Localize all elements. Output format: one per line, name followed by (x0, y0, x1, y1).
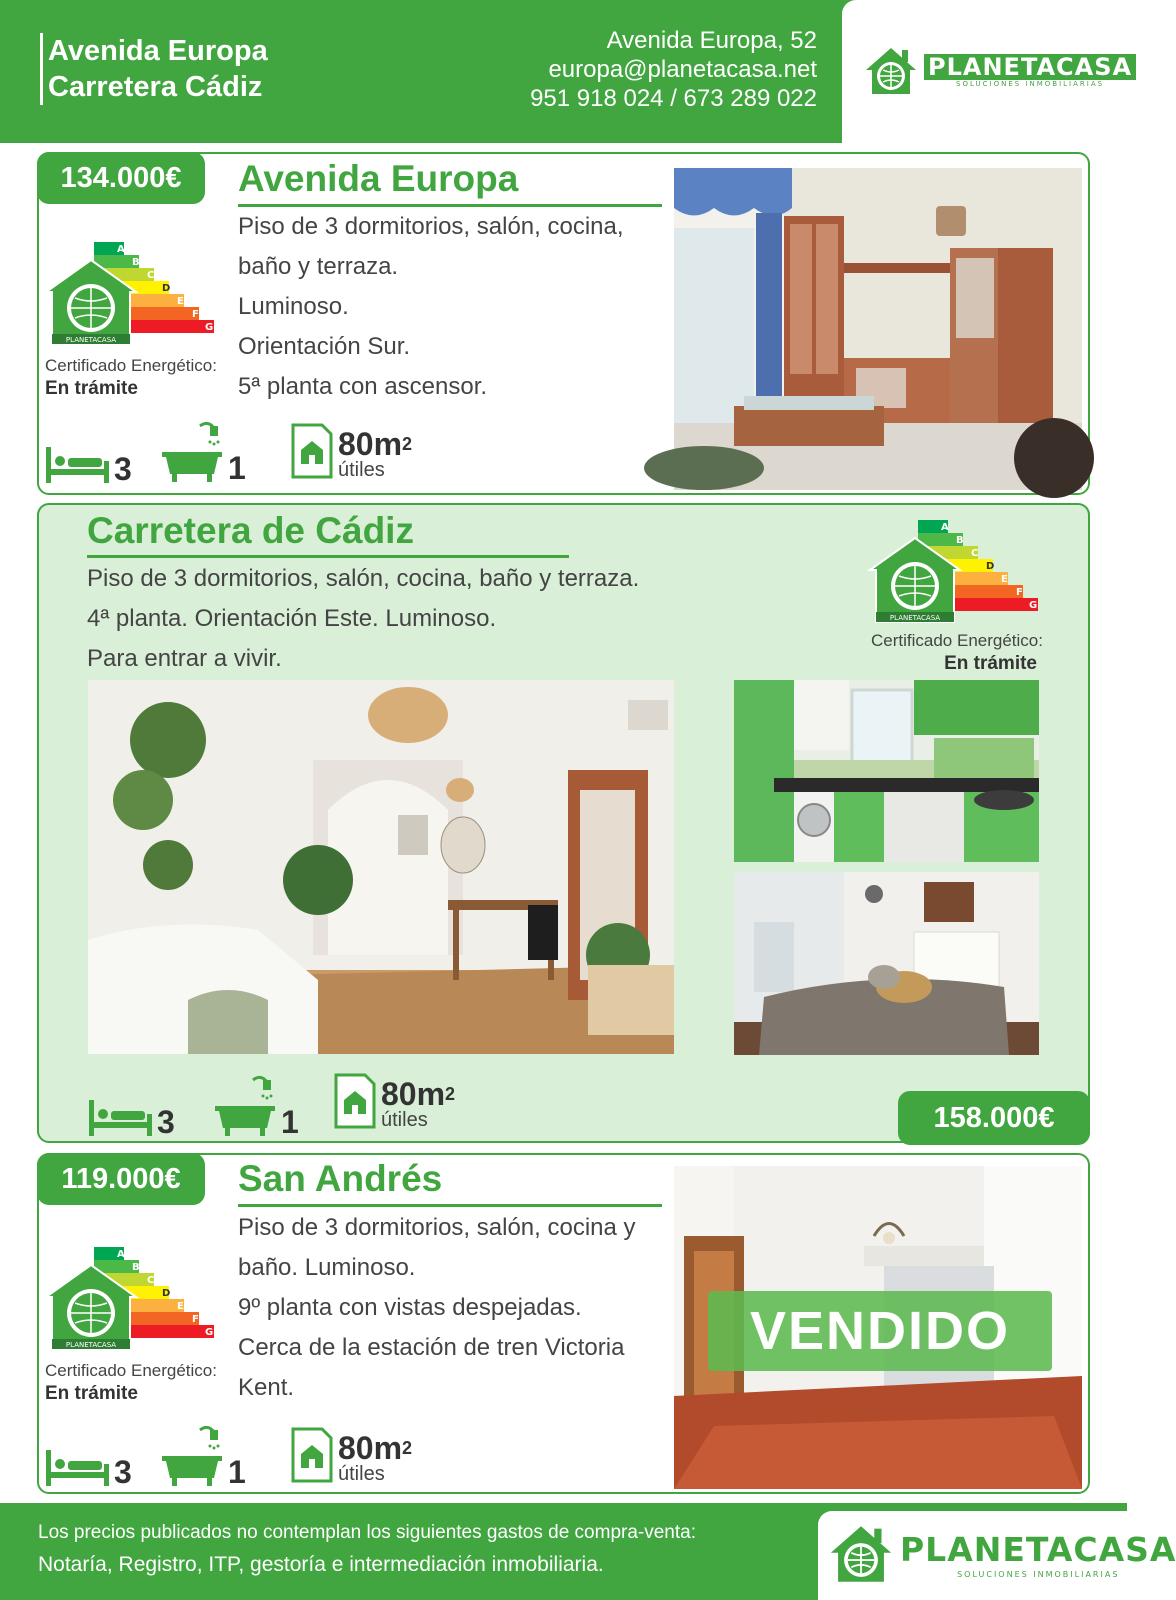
listing-title: Carretera de Cádiz (87, 510, 414, 551)
zone-2: Carretera Cádiz (48, 71, 263, 103)
bathrooms-feature (213, 1072, 299, 1138)
bathtub-icon (213, 1072, 277, 1138)
bathrooms-count: 1 (228, 450, 246, 486)
energy-letter: B (132, 257, 140, 268)
bathrooms-feature (160, 418, 246, 484)
energy-letter: C (971, 548, 979, 559)
area-exponent: 2 (445, 1084, 456, 1104)
footer-logo-box (818, 1511, 1176, 1600)
description-line: Piso de 3 dormitorios, salón, cocina, (238, 213, 624, 240)
header-zones (40, 33, 268, 105)
bed-icon (87, 1096, 153, 1138)
title-underline (87, 555, 569, 558)
energy-letter: C (147, 1275, 155, 1286)
energy-letter: E (177, 296, 184, 307)
living-room-photo (674, 168, 1082, 490)
cert-label: Certificado Energético: (45, 1361, 217, 1380)
bed-icon (44, 1446, 110, 1488)
cert-status: En trámite (45, 378, 138, 399)
area-unit: útiles (381, 1109, 428, 1131)
header-bar (0, 0, 1133, 143)
bedrooms-count: 3 (114, 451, 132, 487)
energy-letter: G (1029, 600, 1038, 611)
bedrooms-feature (44, 443, 132, 485)
area-number: 80m (381, 1076, 446, 1112)
bathrooms-feature (160, 1422, 246, 1488)
footer-bar (0, 1503, 1176, 1600)
bedrooms-feature (87, 1096, 175, 1138)
listing-description (238, 207, 624, 407)
contact-phones[interactable]: 951 918 024 / 673 289 022 (530, 85, 817, 112)
area-feature (333, 1072, 455, 1130)
energy-letter: F (192, 1314, 199, 1325)
description-line: 5ª planta con ascensor. (238, 373, 488, 400)
area-number: 80m (338, 1430, 403, 1466)
description-line: Orientación Sur. (238, 333, 411, 360)
area-exponent: 2 (402, 434, 413, 454)
cert-label: Certificado Energético: (45, 356, 217, 375)
bedrooms-count: 3 (157, 1104, 175, 1140)
area-feature (290, 422, 412, 480)
contact-info (530, 26, 817, 113)
cert-label: Certificado Energético: (871, 631, 1043, 650)
energy-certificate-icon (44, 240, 216, 352)
price-tag: 158.000€ (898, 1091, 1090, 1145)
energy-certificate-icon (868, 518, 1040, 630)
floor-plan-icon (290, 1426, 334, 1484)
energy-letter: G (205, 1327, 214, 1338)
area-value (338, 1432, 412, 1464)
cert-status: En trámite (944, 653, 1037, 674)
area-unit: útiles (338, 1463, 385, 1485)
brand-logo (862, 44, 1136, 98)
disclaimer-line-1: Los precios publicados no contemplan los siguientes gastos de compra-venta: (38, 1522, 696, 1543)
house-globe-icon (862, 44, 920, 98)
brand-name: PLANETACASA (900, 1529, 1176, 1569)
description-line: baño y terraza. (238, 253, 399, 280)
listing-description (87, 559, 639, 679)
price-tag: 134.000€ (37, 152, 205, 204)
brand-tagline: SOLUCIONES INMOBILIARIAS (956, 80, 1105, 88)
energy-letter: F (192, 309, 199, 320)
bathrooms-count: 1 (228, 1454, 246, 1490)
cert-status: En trámite (45, 1383, 138, 1404)
badge-text: PLANETACASA (65, 1341, 117, 1349)
description-line: Luminoso. (238, 293, 349, 320)
floor-plan-icon (290, 422, 334, 480)
description-line: Cerca de la estación de tren Victoria (238, 1334, 625, 1361)
description-line: 4ª planta. Orientación Este. Luminoso. (87, 605, 497, 632)
area-unit: útiles (338, 459, 385, 481)
house-globe-icon (826, 1521, 896, 1587)
energy-letter: B (956, 535, 964, 546)
energy-letter: A (941, 522, 949, 533)
area-exponent: 2 (402, 1438, 413, 1458)
bedroom-photo (734, 872, 1039, 1055)
kitchen-photo (734, 680, 1039, 862)
header-logo-box (842, 0, 1133, 143)
energy-letter: D (162, 283, 171, 294)
energy-certificate-caption (45, 1359, 217, 1405)
description-line: Piso de 3 dormitorios, salón, cocina y (238, 1214, 636, 1241)
title-underline (238, 1204, 662, 1207)
area-value (381, 1078, 455, 1110)
bed-icon (44, 443, 110, 485)
description-line: Para entrar a vivir. (87, 645, 282, 672)
description-line: 9º planta con vistas despejadas. (238, 1294, 582, 1321)
brand-logo (826, 1521, 1176, 1587)
sold-banner: VENDIDO (708, 1291, 1052, 1371)
brand-name: PLANETACASA (924, 54, 1136, 80)
area-feature (290, 1426, 412, 1484)
listing-title: San Andrés (238, 1158, 443, 1199)
bathrooms-count: 1 (281, 1104, 299, 1140)
disclaimer-line-2: Notaría, Registro, ITP, gestoría e intermediación inmobiliaria. (38, 1553, 604, 1576)
energy-letter: C (147, 270, 155, 281)
area-value (338, 428, 412, 460)
floor-plan-icon (333, 1072, 377, 1130)
zone-1: Avenida Europa (48, 35, 268, 67)
area-number: 80m (338, 426, 403, 462)
energy-letter: E (1001, 574, 1008, 585)
energy-certificate-caption (45, 354, 217, 400)
energy-letter: A (117, 244, 125, 255)
energy-letter: D (162, 1288, 171, 1299)
description-line: Piso de 3 dormitorios, salón, cocina, baño y terraza. (87, 565, 640, 592)
badge-text: PLANETACASA (889, 614, 941, 622)
contact-email[interactable]: europa@planetacasa.net (548, 56, 817, 83)
office-address: Avenida Europa, 52 (606, 27, 817, 54)
listing-description (238, 1208, 636, 1408)
energy-letter: G (205, 322, 214, 333)
bathtub-icon (160, 418, 224, 484)
badge-text: PLANETACASA (65, 336, 117, 344)
energy-letter: F (1016, 587, 1023, 598)
living-room-photo (88, 680, 674, 1054)
energy-letter: B (132, 1262, 140, 1273)
energy-letter: E (177, 1301, 184, 1312)
price-tag: 119.000€ (37, 1153, 205, 1205)
description-line: baño. Luminoso. (238, 1254, 416, 1281)
footer-disclaimer (38, 1517, 696, 1581)
energy-certificate-icon (44, 1245, 216, 1357)
energy-letter: A (117, 1249, 125, 1260)
energy-certificate-caption (871, 629, 1043, 675)
listing-title: Avenida Europa (238, 158, 519, 199)
bedrooms-feature (44, 1446, 132, 1488)
bathtub-icon (160, 1422, 224, 1488)
description-line: Kent. (238, 1374, 295, 1401)
energy-letter: D (986, 561, 995, 572)
brand-tagline: SOLUCIONES INMOBILIARIAS (957, 1569, 1120, 1579)
bedrooms-count: 3 (114, 1454, 132, 1490)
